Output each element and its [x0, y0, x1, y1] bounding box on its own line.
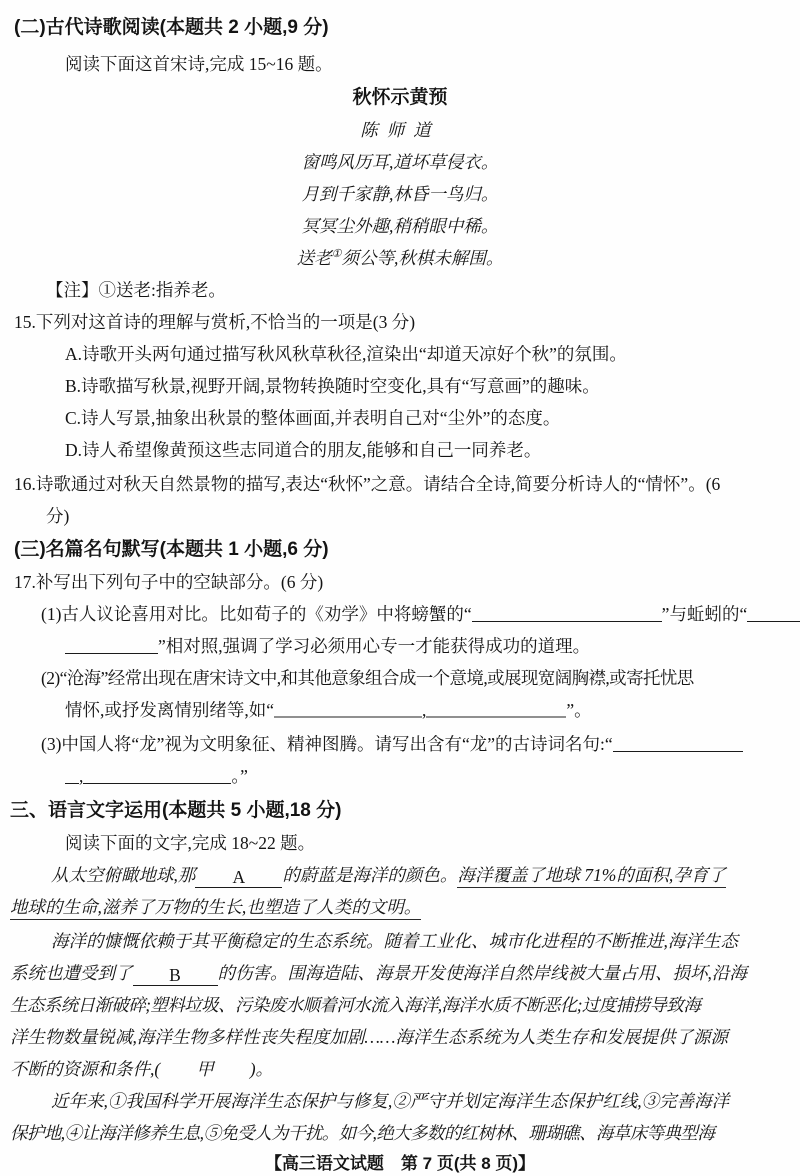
section-three-heading: 三、语言文字运用(本题共 5 小题,18 分): [10, 800, 342, 821]
passage-p2-line-1: 海洋的慷慨依赖于其平衡稳定的生态系统。随着工业化、城市化进程的不断推进,海洋生态: [51, 931, 738, 951]
question-15-option-d: D.诗人希望像黄预这些志同道合的朋友,能够和自己一同养老。: [65, 440, 542, 460]
section-3-heading: (三)名篇名句默写(本题共 1 小题,6 分): [14, 539, 329, 560]
answer-blank: [747, 601, 800, 622]
answer-blank: [274, 696, 422, 718]
underlined-passage-text: 海洋覆盖了地球 71%的面积,孕育了: [457, 865, 725, 888]
q17-item-2-text: ”。: [566, 700, 592, 720]
q17-item-2-line-2: [10, 694, 790, 726]
q17-item-1-text: ”相对照,强调了学习必须用心专一才能获得成功的道理。: [158, 636, 591, 656]
passage-p2-line-2: [10, 957, 790, 989]
passage-text: 的伤害。围海造陆、海景开发使海洋自然岸线被大量占用、损坏,沿海: [217, 963, 747, 983]
poem-line-text: 须公等,秋棋未解围。: [341, 248, 504, 268]
answer-blank: [472, 601, 662, 622]
q17-item-3-line-1: [10, 728, 790, 760]
poem-line: 窗鸣风历耳,道坏草侵衣。: [301, 152, 499, 172]
labeled-blank-b: [133, 965, 218, 986]
passage-p3-line-1: 近年来,①我国科学开展海洋生态保护与修复,②严守并划定海洋生态保护红线,③完善海洋: [51, 1091, 730, 1111]
passage-text: 不断的资源和条件,(: [10, 1059, 161, 1079]
answer-blank: [65, 763, 79, 784]
q17-item-3-text: ,: [79, 766, 84, 786]
passage-text: 的蔚蓝是海洋的颜色。: [282, 865, 458, 885]
poem-note: 【注】①送老:指养老。: [46, 280, 226, 300]
question-15-option-c: C.诗人写景,抽象出秋景的整体画面,并表明自己对“尘外”的态度。: [65, 408, 561, 428]
question-15-option-a: A.诗歌开头两句通过描写秋风秋草秋径,渲染出“却道天凉好个秋”的氛围。: [65, 344, 627, 364]
passage-text: 从太空俯瞰地球,那: [51, 865, 196, 885]
blank-label-b: B: [169, 965, 181, 985]
passage-text: 系统也遭受到了: [10, 963, 133, 983]
q17-item-1-line-1: [10, 598, 790, 630]
q17-item-2-line-1: (2)“沧海”经常出现在唐宋诗文中,和其他意象组合成一个意境,或展现宽阔胸襟,或寄托忧思: [41, 668, 694, 688]
passage-p2-line-3: 生态系统日渐破碎;塑料垃圾、污染废水顺着河水流入海洋,海洋水质不断恶化;过度捕捞导致海: [10, 995, 701, 1015]
bracket-blank-jia: 甲: [196, 1059, 214, 1079]
q17-item-3-text: 。”: [231, 766, 248, 786]
poem-line: [10, 242, 790, 274]
question-16-line-2: 分): [46, 506, 70, 526]
q17-item-3-text: (3)中国人将“龙”视为文明象征、精神图腾。请写出含有“龙”的古诗词名句:“: [41, 734, 613, 754]
section-three-instruction: 阅读下面的文字,完成 18~22 题。: [65, 833, 316, 853]
q17-item-1-line-2: [10, 630, 790, 662]
q17-item-1-text: (1)古人议论喜用对比。比如荀子的《劝学》中将螃蟹的“: [41, 604, 472, 624]
q17-item-3-line-2: [10, 760, 790, 792]
answer-blank: [65, 633, 158, 654]
section-2-heading: (二)古代诗歌阅读(本题共 2 小题,9 分): [14, 17, 329, 38]
q17-item-2-text: ,: [422, 700, 427, 720]
answer-blank: [426, 696, 566, 718]
question-17-stem: 17.补写出下列句子中的空缺部分。(6 分): [14, 572, 324, 592]
poem-line-text: 送老: [296, 248, 332, 268]
passage-text: )。: [249, 1059, 274, 1079]
question-15-stem: 15.下列对这首诗的理解与赏析,不恰当的一项是(3 分): [14, 312, 416, 332]
poem-line: 冥冥尘外趣,稍稍眼中稀。: [301, 216, 499, 236]
passage-p3-line-2: 保护地,④让海洋修养生息,⑤免受人为干扰。如今,绝大多数的红树林、珊瑚礁、海草床等典型海: [10, 1123, 715, 1143]
passage-p2-line-4: 洋生物数量锐减,海洋生物多样性丧失程度加剧……海洋生态系统为人类生存和发展提供了源源: [10, 1027, 728, 1047]
blank-label-a: A: [232, 867, 246, 887]
section-2-instruction: 阅读下面这首宋诗,完成 15~16 题。: [65, 54, 333, 74]
page-footer: 【高三语文试题 第 7 页(共 8 页)】: [264, 1154, 536, 1173]
passage-p2-line-5: [10, 1053, 790, 1085]
passage-p1-line-2: [10, 891, 790, 923]
poem-title: 秋怀示黄预: [352, 87, 448, 108]
poem-line: 月到千家静,林昏一鸟归。: [301, 184, 499, 204]
labeled-blank-a: [195, 867, 282, 888]
question-16-line-1: 16.诗歌通过对秋天自然景物的描写,表达“秋怀”之意。请结合全诗,简要分析诗人的“情怀”。(6: [14, 474, 721, 494]
q17-item-2-text: 情怀,或抒发离情别绪等,如“: [65, 700, 275, 720]
answer-blank: [83, 763, 231, 784]
question-15-option-b: B.诗歌描写秋景,视野开阔,景物转换随时空变化,具有“写意画”的趣味。: [65, 376, 600, 396]
footnote-marker: ①: [331, 248, 342, 261]
passage-p1-line-1: [10, 859, 790, 891]
poem-author: 陈师道: [360, 120, 440, 140]
underlined-passage-text: 地球的生命,滋养了万物的生长,也塑造了人类的文明。: [10, 897, 421, 920]
answer-blank: [613, 731, 743, 752]
q17-item-1-text: ”与蚯蚓的“: [661, 604, 748, 624]
